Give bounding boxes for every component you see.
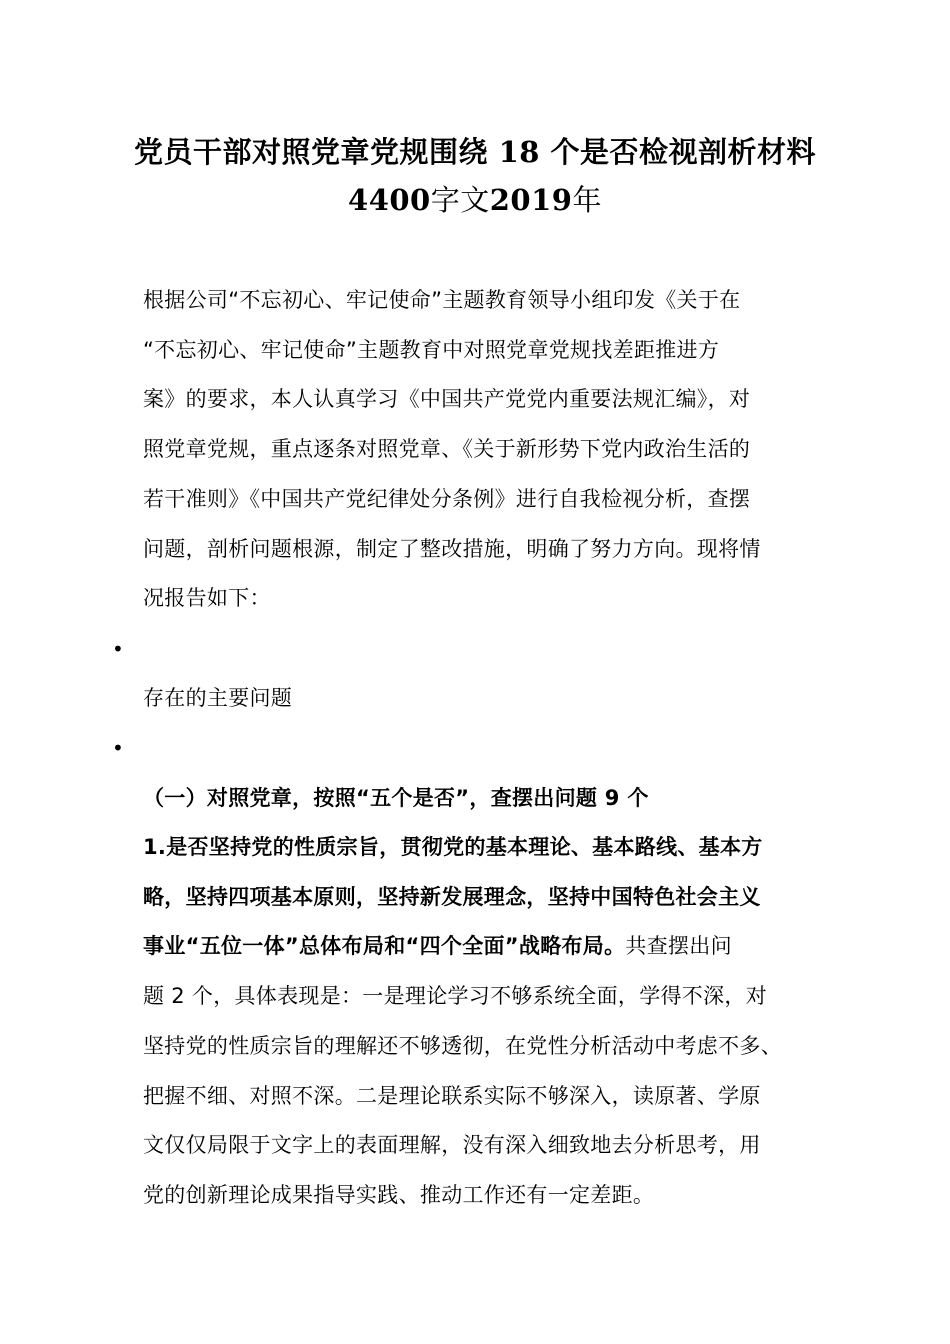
title-word-count-unit: 字文 [430,183,490,217]
intro-line: 根据公司“不忘初心、牢记使命”主题教育领导小组印发《关于在 [143,288,741,312]
item-heading-line [143,931,823,961]
title-word-count: 4400 [348,183,431,217]
intro-line: “不忘初心、牢记使命”主题教育中对照党章党规找差距推进方 [143,338,720,362]
intro-line: 况报告如下： [143,586,271,610]
item-heading-line: 略，坚持四项基本原则，坚持新发展理念，坚持中国特色社会主义 [143,885,761,909]
document-title-line-1: 党员干部对照党章党规围绕 18 个是否检视剖析材料 [133,135,817,169]
section-heading: 存在的主要问题 [143,686,293,710]
list-bullet: • [112,637,124,661]
item-body-line: 坚持党的性质宗旨的理解还不够透彻，在党性分析活动中考虑不多、 [143,1034,782,1058]
subheading: （一）对照党章，按照“五个是否”，查摆出问题 9 个 [143,786,649,810]
item-heading-text: 事业“五位一体”总体布局和“四个全面”战略布局。 [143,934,626,958]
title-year: 2019 [489,183,573,217]
document-title-line-2 [60,176,890,224]
item-body-line: 题 2 个，具体表现是：一是理论学习不够系统全面，学得不深，对 [143,984,768,1008]
intro-line: 案》的要求，本人认真学习《中国共产党党内重要法规汇编》，对 [143,387,751,411]
item-heading-line: 1.是否坚持党的性质宗旨，贯彻党的基本理论、基本路线、基本方 [143,835,763,859]
item-body-text: 共查摆出问 [625,934,732,958]
item-body-line: 文仅仅局限于文字上的表面理解，没有深入细致地去分析思考，用 [143,1133,761,1157]
intro-line: 问题，剖析问题根源，制定了整改措施，明确了努力方向。现将情 [143,537,761,561]
intro-line: 若干准则》《中国共产党纪律处分条例》进行自我检视分析，查摆 [143,487,751,511]
item-body-line: 把握不细、对照不深。二是理论联系实际不够深入，读原著、学原 [143,1084,761,1108]
item-body-line: 党的创新理论成果指导实践、推动工作还有一定差距。 [143,1183,655,1207]
intro-line: 照党章党规，重点逐条对照党章、《关于新形势下党内政治生活的 [143,437,751,461]
title-year-unit: 年 [572,183,602,217]
list-bullet: • [112,736,124,760]
